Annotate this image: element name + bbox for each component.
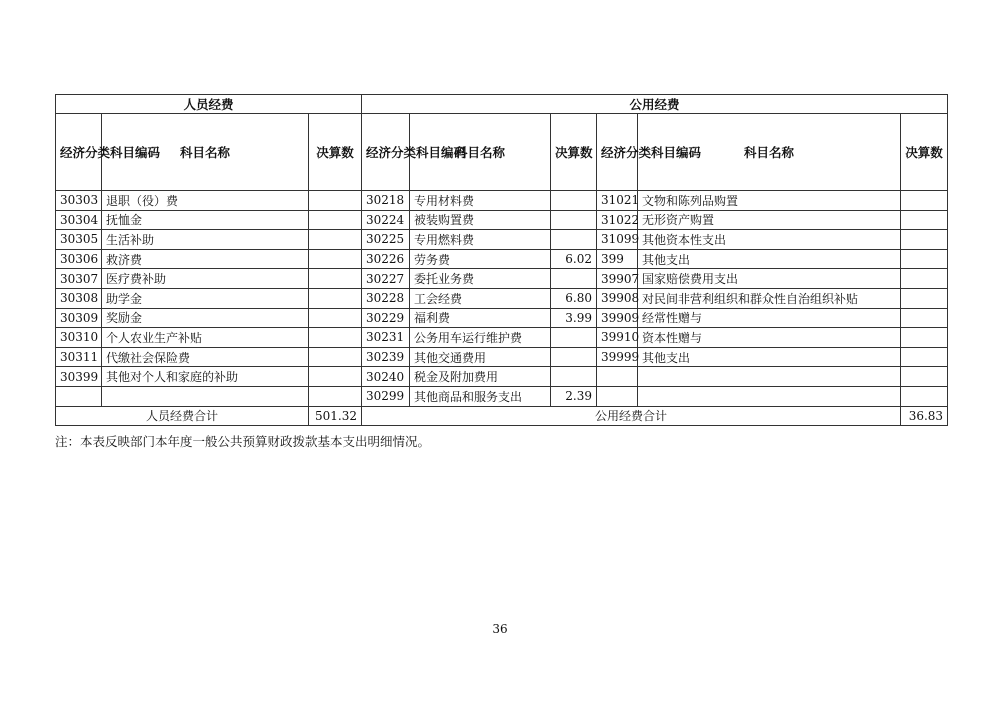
table-row bbox=[56, 347, 948, 367]
subject-code-cell: 30227 bbox=[362, 269, 410, 289]
subject-name-cell bbox=[638, 367, 901, 387]
subject-code-cell: 30306 bbox=[56, 249, 102, 269]
amount-cell: 2.39 bbox=[551, 386, 597, 406]
col-amount-header: 决算数 bbox=[551, 114, 597, 191]
amount-cell bbox=[901, 210, 948, 230]
subject-name-cell: 救济费 bbox=[102, 249, 309, 269]
col-amount-header: 决算数 bbox=[901, 114, 948, 191]
subject-name-cell: 其他交通费用 bbox=[410, 347, 551, 367]
col-name-header: 科目名称 bbox=[102, 114, 309, 191]
amount-cell bbox=[309, 210, 362, 230]
subject-code-cell: 399 bbox=[597, 249, 638, 269]
subject-code-cell: 39908 bbox=[597, 288, 638, 308]
subject-name-cell: 税金及附加费用 bbox=[410, 367, 551, 387]
col-name-header: 科目名称 bbox=[410, 114, 551, 191]
table-row bbox=[56, 230, 948, 250]
subject-name-cell: 助学金 bbox=[102, 288, 309, 308]
amount-cell: 3.99 bbox=[551, 308, 597, 328]
subject-code-cell bbox=[56, 386, 102, 406]
subject-name-cell: 退职（役）费 bbox=[102, 191, 309, 211]
subject-name-cell: 其他资本性支出 bbox=[638, 230, 901, 250]
subject-code-cell: 30299 bbox=[362, 386, 410, 406]
subject-name-cell: 医疗费补助 bbox=[102, 269, 309, 289]
table-row bbox=[56, 269, 948, 289]
table-row bbox=[56, 328, 948, 348]
public-total-value: 36.83 bbox=[901, 406, 948, 426]
amount-cell bbox=[551, 367, 597, 387]
subject-name-cell: 专用燃料费 bbox=[410, 230, 551, 250]
subject-code-cell: 39910 bbox=[597, 328, 638, 348]
subject-code-cell: 30399 bbox=[56, 367, 102, 387]
personnel-total-label: 人员经费合计 bbox=[56, 406, 309, 426]
subject-name-cell: 其他支出 bbox=[638, 347, 901, 367]
amount-cell bbox=[901, 347, 948, 367]
table-row bbox=[56, 288, 948, 308]
subject-code-cell: 31021 bbox=[597, 191, 638, 211]
subject-code-cell: 30239 bbox=[362, 347, 410, 367]
subject-code-cell: 30311 bbox=[56, 347, 102, 367]
subject-code-cell: 30228 bbox=[362, 288, 410, 308]
amount-cell bbox=[551, 328, 597, 348]
subject-code-cell: 31022 bbox=[597, 210, 638, 230]
subject-name-cell: 资本性赠与 bbox=[638, 328, 901, 348]
amount-cell bbox=[309, 230, 362, 250]
amount-cell bbox=[309, 269, 362, 289]
subject-name-cell: 被装购置费 bbox=[410, 210, 551, 230]
public-total-label: 公用经费合计 bbox=[362, 406, 901, 426]
subject-name-cell: 生活补助 bbox=[102, 230, 309, 250]
amount-cell bbox=[551, 191, 597, 211]
table-row bbox=[56, 308, 948, 328]
subject-name-cell: 抚恤金 bbox=[102, 210, 309, 230]
amount-cell bbox=[551, 269, 597, 289]
subject-code-cell: 30307 bbox=[56, 269, 102, 289]
table-row bbox=[56, 367, 948, 387]
subject-code-cell: 30308 bbox=[56, 288, 102, 308]
amount-cell bbox=[551, 230, 597, 250]
amount-cell bbox=[901, 386, 948, 406]
subject-code-cell: 30224 bbox=[362, 210, 410, 230]
amount-cell bbox=[901, 269, 948, 289]
subject-code-cell: 30310 bbox=[56, 328, 102, 348]
subject-name-cell: 工会经费 bbox=[410, 288, 551, 308]
amount-cell bbox=[309, 367, 362, 387]
col-code-header: 经济分类科目编码 bbox=[362, 114, 410, 191]
table-row bbox=[56, 249, 948, 269]
subject-code-cell: 30304 bbox=[56, 210, 102, 230]
subject-name-cell bbox=[638, 386, 901, 406]
subject-code-cell: 30225 bbox=[362, 230, 410, 250]
subject-name-cell: 国家赔偿费用支出 bbox=[638, 269, 901, 289]
subject-name-cell: 公务用车运行维护费 bbox=[410, 328, 551, 348]
subject-code-cell: 30305 bbox=[56, 230, 102, 250]
amount-cell bbox=[901, 367, 948, 387]
page-number: 36 bbox=[492, 622, 508, 636]
subject-code-cell: 30229 bbox=[362, 308, 410, 328]
subject-code-cell: 30231 bbox=[362, 328, 410, 348]
subject-name-cell: 代缴社会保险费 bbox=[102, 347, 309, 367]
subject-code-cell bbox=[597, 367, 638, 387]
col-code-header: 经济分类科目编码 bbox=[56, 114, 102, 191]
subject-code-cell bbox=[597, 386, 638, 406]
amount-cell bbox=[309, 249, 362, 269]
amount-cell bbox=[309, 191, 362, 211]
subject-name-cell: 其他商品和服务支出 bbox=[410, 386, 551, 406]
subject-code-cell: 30226 bbox=[362, 249, 410, 269]
amount-cell bbox=[309, 308, 362, 328]
subject-name-cell: 个人农业生产补贴 bbox=[102, 328, 309, 348]
subject-name-cell: 其他对个人和家庭的补助 bbox=[102, 367, 309, 387]
amount-cell bbox=[901, 230, 948, 250]
personnel-total-value: 501.32 bbox=[309, 406, 362, 426]
subject-code-cell: 30309 bbox=[56, 308, 102, 328]
col-amount-header: 决算数 bbox=[309, 114, 362, 191]
subject-code-cell: 30218 bbox=[362, 191, 410, 211]
amount-cell bbox=[901, 328, 948, 348]
amount-cell bbox=[309, 288, 362, 308]
subject-name-cell: 劳务费 bbox=[410, 249, 551, 269]
amount-cell bbox=[551, 210, 597, 230]
subject-name-cell: 文物和陈列品购置 bbox=[638, 191, 901, 211]
subject-code-cell: 30240 bbox=[362, 367, 410, 387]
col-name-header: 科目名称 bbox=[638, 114, 901, 191]
amount-cell bbox=[309, 347, 362, 367]
table-footnote: 注：本表反映部门本年度一般公共预算财政拨款基本支出明细情况。 bbox=[55, 434, 431, 449]
subject-name-cell: 对民间非营利组织和群众性自治组织补贴 bbox=[638, 288, 901, 308]
public-section-header: 公用经费 bbox=[362, 95, 948, 114]
table-row bbox=[56, 191, 948, 211]
amount-cell: 6.80 bbox=[551, 288, 597, 308]
subject-name-cell: 福利费 bbox=[410, 308, 551, 328]
subject-name-cell: 委托业务费 bbox=[410, 269, 551, 289]
table-row bbox=[56, 210, 948, 230]
personnel-section-header: 人员经费 bbox=[56, 95, 362, 114]
subject-name-cell: 专用材料费 bbox=[410, 191, 551, 211]
amount-cell bbox=[901, 308, 948, 328]
amount-cell bbox=[901, 288, 948, 308]
amount-cell bbox=[901, 191, 948, 211]
subject-name-cell bbox=[102, 386, 309, 406]
subject-name-cell: 经常性赠与 bbox=[638, 308, 901, 328]
subject-code-cell: 39999 bbox=[597, 347, 638, 367]
subject-code-cell: 39907 bbox=[597, 269, 638, 289]
col-code-header: 经济分类科目编码 bbox=[597, 114, 638, 191]
subject-code-cell: 30303 bbox=[56, 191, 102, 211]
subject-name-cell: 奖励金 bbox=[102, 308, 309, 328]
amount-cell bbox=[551, 347, 597, 367]
amount-cell: 6.02 bbox=[551, 249, 597, 269]
subject-code-cell: 39909 bbox=[597, 308, 638, 328]
budget-detail-table bbox=[55, 94, 948, 426]
table-row bbox=[56, 386, 948, 406]
amount-cell bbox=[309, 328, 362, 348]
amount-cell bbox=[309, 386, 362, 406]
subject-name-cell: 无形资产购置 bbox=[638, 210, 901, 230]
amount-cell bbox=[901, 249, 948, 269]
subject-name-cell: 其他支出 bbox=[638, 249, 901, 269]
subject-code-cell: 31099 bbox=[597, 230, 638, 250]
